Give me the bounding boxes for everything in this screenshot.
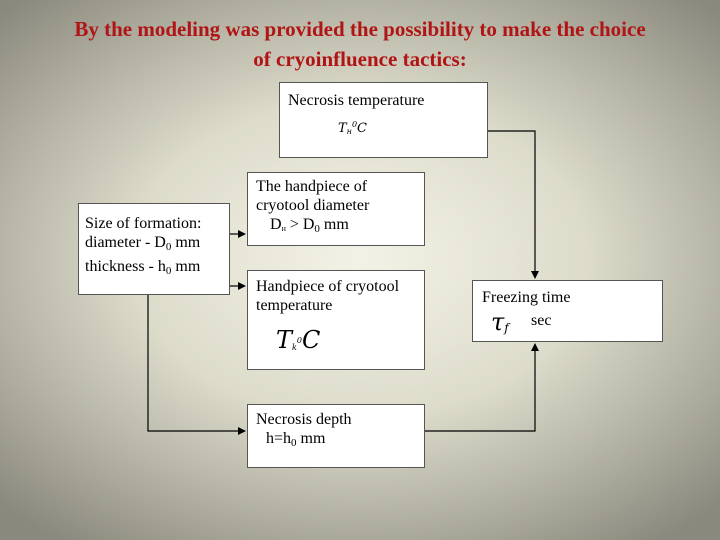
arrow-necrosis-temp-to-freezing: [488, 131, 535, 278]
necrosis-temperature-label: Necrosis temperature: [288, 92, 425, 109]
necrosis-temperature-box: [279, 82, 488, 158]
freezing-time-box: [472, 280, 663, 342]
freezing-time-label: Freezing time: [482, 289, 571, 306]
formation-size-label: Size of formation:: [85, 215, 202, 232]
necrosis-depth-box: [247, 404, 425, 468]
handpiece-diameter-line-1: The handpiece of: [256, 178, 368, 195]
handpiece-diameter-condition: Dн > $D_0$ mm: [270, 216, 349, 235]
formation-diameter: diameter - $D_0$ mm: [85, 234, 201, 253]
freezing-time-unit: sec: [531, 312, 552, 329]
formation-thickness: thickness - $h_0$ mm: [85, 258, 201, 277]
handpiece-temperature-label: Handpiece of cryotool temperature: [256, 278, 400, 314]
freezing-time-symbol: τf: [491, 308, 509, 336]
arrow-size-to-depth: [148, 295, 245, 431]
arrow-depth-to-freezing: [425, 344, 535, 431]
handpiece-diameter-line-2: cryotool diameter: [256, 197, 370, 214]
handpiece-temperature-box: [247, 270, 425, 370]
handpiece-diameter-box: [247, 172, 425, 246]
necrosis-depth-label: Necrosis depth: [256, 411, 352, 428]
title-line-2: of cryoinfluence tactics:: [253, 47, 467, 71]
handpiece-temperature-symbol: Tk$^0$C: [276, 326, 321, 354]
formation-size-box: [78, 203, 230, 295]
necrosis-depth-formula: $h=h_0$ mm: [266, 430, 326, 449]
necrosis-temperature-symbol: $Tн^0C$: [338, 120, 367, 136]
title-line-1: By the modeling was provided the possibility to make the choice: [74, 17, 646, 41]
